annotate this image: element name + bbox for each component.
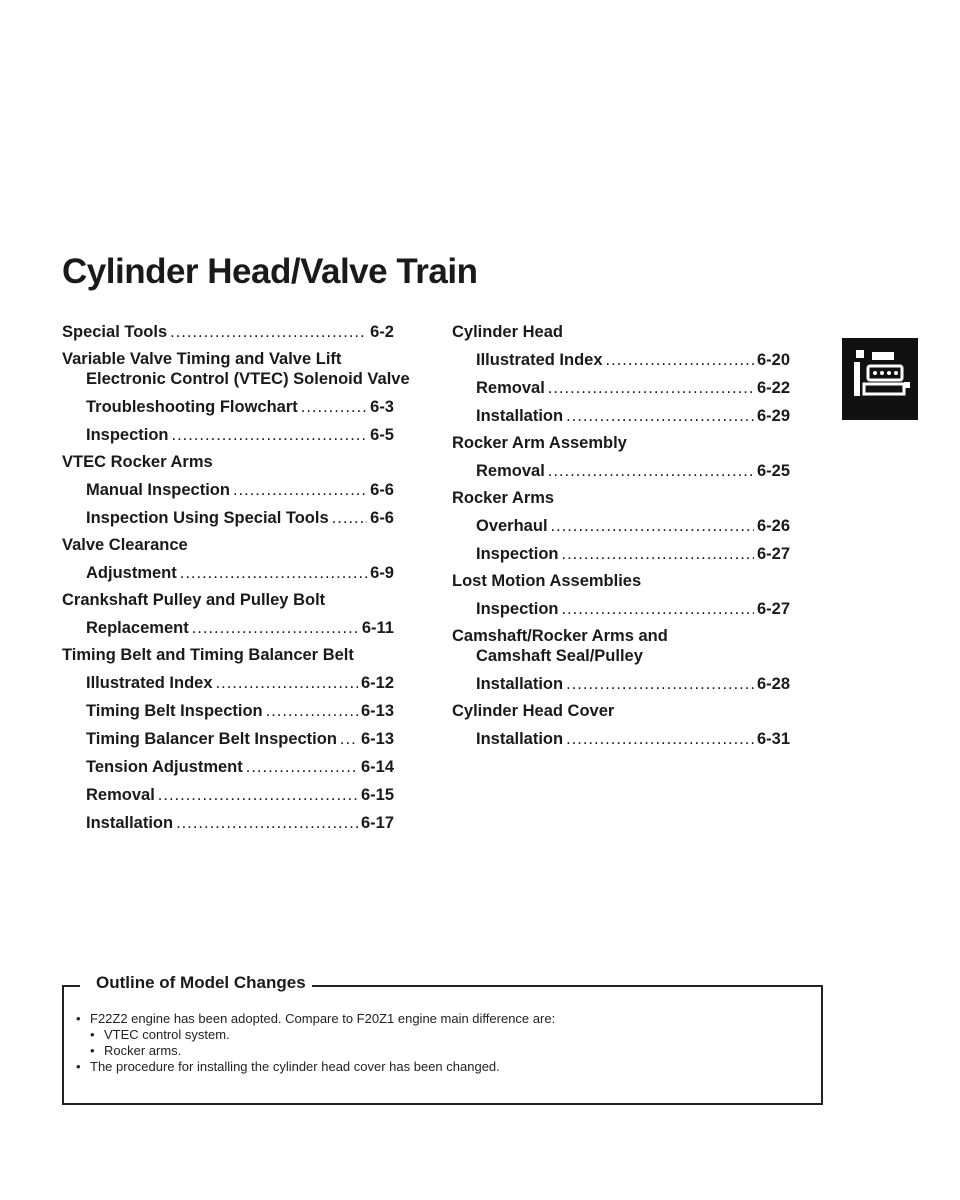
toc-entry-label: Illustrated Index [476,351,603,369]
toc-entry-label: Installation [476,675,564,693]
toc-heading-label: VTEC Rocker Arms [62,453,213,471]
toc-page-number: 6-3 [370,398,394,416]
toc-entry[interactable] [452,350,790,370]
toc-entry[interactable] [452,599,790,619]
toc-entry[interactable] [62,397,394,417]
toc-entry[interactable] [452,544,790,564]
toc-entry-label: Troubleshooting Flowchart [86,398,298,416]
toc-page-number: 6-12 [360,674,394,692]
list-item: • F22Z2 engine has been adopted. Compare to F20Z1 engine main difference are: [76,1011,556,1026]
toc-entry[interactable] [452,378,790,398]
toc-page-number: 6-28 [756,675,790,693]
toc-page-number: 6-6 [370,481,394,499]
toc-entry[interactable] [62,757,394,777]
toc-heading-label: Cylinder Head Cover [452,702,615,720]
toc-page-number: 6-6 [370,509,394,527]
toc-heading [452,322,790,342]
toc-page-number: 6-15 [360,786,394,804]
toc-heading-label: Rocker Arms [452,489,555,507]
toc-entry[interactable] [62,813,394,833]
toc-left-column [62,322,410,833]
toc-page-number: 6-11 [361,619,394,637]
toc-heading-cont [452,646,790,666]
toc-page-number: 6-22 [756,379,790,397]
toc-entry-label: Timing Balancer Belt Inspection [86,730,337,748]
toc-page-number: 6-29 [756,407,790,425]
toc-heading [452,571,790,591]
toc-entry[interactable] [62,563,394,583]
toc-entry-label: Installation [476,407,564,425]
toc-entry[interactable] [452,406,790,426]
toc-entry[interactable] [62,729,394,749]
toc-heading [62,645,394,665]
toc-heading-label: Rocker Arm Assembly [452,434,627,452]
toc-entry[interactable] [62,425,394,445]
toc-page-number: 6-20 [756,351,790,369]
toc-heading [62,349,394,369]
toc-page-number: 6-9 [370,564,394,582]
toc-entry[interactable] [452,674,790,694]
toc-entry[interactable] [62,322,394,342]
toc-right-column [452,322,790,749]
list-item: • VTEC control system. [90,1027,230,1042]
toc-entry[interactable] [62,701,394,721]
toc-page-number: 6-27 [756,545,790,563]
toc-entry-label: Inspection [476,600,559,618]
toc-entry-label: Overhaul [476,517,548,535]
toc-page-number: 6-2 [370,323,394,341]
toc-heading [452,701,790,721]
toc-heading-label: Crankshaft Pulley and Pulley Bolt [62,591,326,609]
toc-heading [452,433,790,453]
toc-page-number: 6-27 [756,600,790,618]
list-item-text: Rocker arms. [104,1043,182,1058]
toc-page-number: 6-13 [360,702,394,720]
toc-heading [62,535,394,555]
toc-entry[interactable] [62,508,394,528]
toc-heading [62,590,394,610]
toc-page-number: 6-13 [360,730,394,748]
toc-page-number: 6-14 [360,758,394,776]
toc-entry-label: Removal [86,786,155,804]
list-item-text: VTEC control system. [104,1027,230,1042]
toc-heading [452,626,790,646]
list-item-text: F22Z2 engine has been adopted. Compare to F20Z1 engine main difference are: [90,1011,556,1026]
engine-cylinder-head-icon [842,338,918,420]
toc-entry-label: Installation [86,814,174,832]
toc-entry-label: Manual Inspection [86,481,230,499]
toc-entry-label: Replacement [86,619,189,637]
toc-heading [62,452,394,472]
toc-entry-label: Inspection [476,545,559,563]
toc-entry[interactable] [452,516,790,536]
toc-entry-label: Removal [476,462,545,480]
toc-heading-label: Camshaft Seal/Pulley [476,647,643,665]
toc-entry[interactable] [62,480,394,500]
outline-of-model-changes [62,973,823,1105]
toc-entry-label: Installation [476,730,564,748]
toc-heading-label: Lost Motion Assemblies [452,572,642,590]
toc-entry-label: Inspection [86,426,169,444]
page-title: Cylinder Head/Valve Train [62,252,478,291]
toc-entry-label: Timing Belt Inspection [86,702,263,720]
toc-heading-cont [62,369,410,389]
list-item-text: The procedure for installing the cylinder head cover has been changed. [90,1059,500,1074]
toc-entry[interactable] [62,785,394,805]
toc-entry-label: Adjustment [86,564,177,582]
toc-entry[interactable] [62,673,394,693]
toc-entry-label: Special Tools [62,323,168,341]
toc-heading-label: Timing Belt and Timing Balancer Belt [62,646,354,664]
toc-heading-label: Electronic Control (VTEC) Solenoid Valve [86,370,410,388]
list-item: • Rocker arms. [90,1043,182,1058]
toc-heading-label: Valve Clearance [62,536,188,554]
toc-heading-label: Variable Valve Timing and Valve Lift [62,350,342,368]
toc-heading-label: Cylinder Head [452,323,563,341]
toc-page-number: 6-25 [756,462,790,480]
toc-entry[interactable] [452,729,790,749]
toc-page-number: 6-31 [756,730,790,748]
outline-title: Outline of Model Changes [90,973,312,993]
toc-page-number: 6-17 [360,814,394,832]
toc-entry-label: Illustrated Index [86,674,213,692]
toc-page-number: 6-5 [370,426,394,444]
toc-heading [452,488,790,508]
toc-entry[interactable] [452,461,790,481]
toc-entry-label: Inspection Using Special Tools [86,509,329,527]
toc-entry[interactable] [62,618,394,638]
toc-entry-label: Removal [476,379,545,397]
toc-entry-label: Tension Adjustment [86,758,243,776]
toc-page-number: 6-26 [756,517,790,535]
outline-body [76,1011,811,1075]
toc-heading-label: Camshaft/Rocker Arms and [452,627,668,645]
list-item: • The procedure for installing the cylinder head cover has been changed. [76,1059,500,1074]
